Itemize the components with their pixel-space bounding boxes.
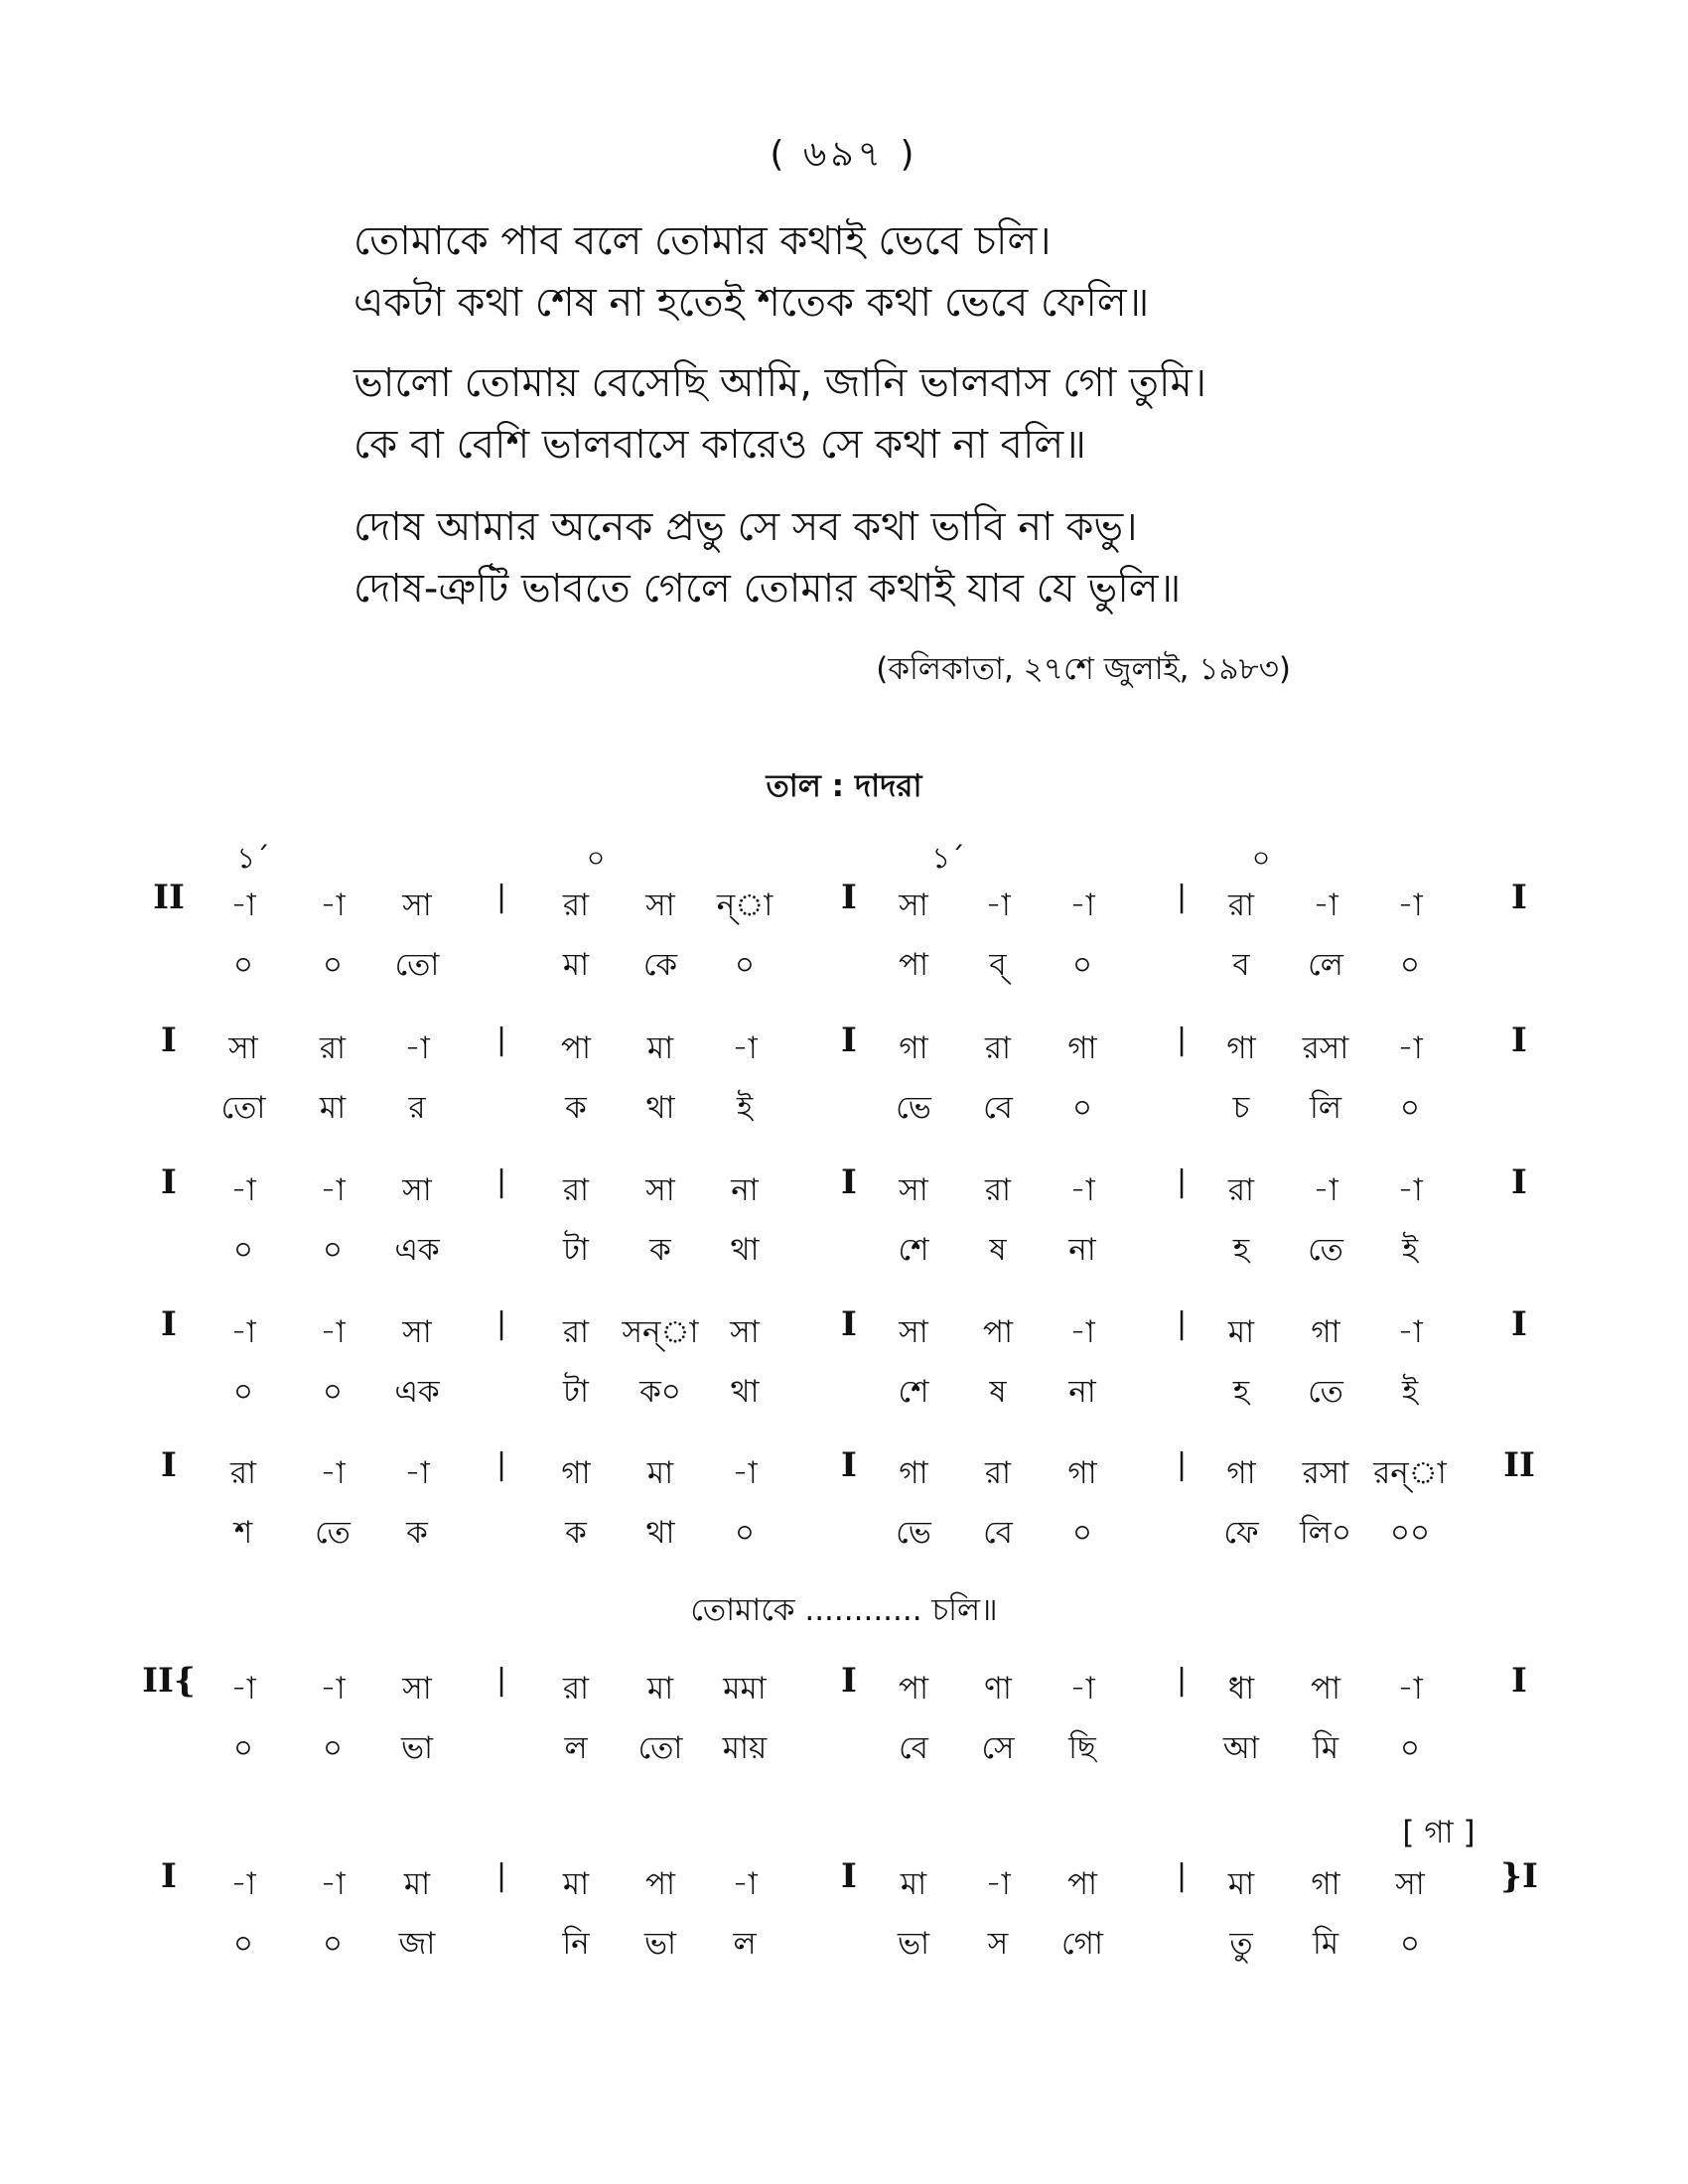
swara-note: পা <box>644 1866 676 1902</box>
swara-note: -া <box>732 1030 758 1066</box>
swara-note: রা <box>562 1314 590 1350</box>
lyric-syllable: ০ <box>322 1374 344 1410</box>
stanza <box>353 496 1181 619</box>
lyric-syllable: ০ <box>1071 1090 1093 1126</box>
lyric-syllable: ০ <box>322 1926 344 1962</box>
lyric-syllable: ০ <box>232 1232 254 1268</box>
swara-note: -া <box>1069 1172 1095 1208</box>
swara-note: -া <box>230 1172 256 1208</box>
lyric-line: ভালো তোমায় বেসেছি আমি, জানি ভালবাস গো তুমি। <box>353 360 1207 406</box>
lyric-syllable: গো <box>1061 1926 1103 1962</box>
swara-note: সা <box>402 1172 432 1208</box>
swara-note: -া <box>1397 1030 1423 1066</box>
swara-note: -া <box>320 1671 346 1706</box>
lyric-syllable: মায় <box>722 1730 768 1766</box>
lyric-syllable: তো <box>394 947 440 983</box>
swara-note: -া <box>1313 887 1338 923</box>
swara-note: -া <box>320 1455 346 1491</box>
lyric-syllable: থা <box>645 1515 675 1551</box>
bar-line-mark: I <box>161 1445 177 1485</box>
bar-line-mark: I <box>841 1661 857 1701</box>
swara-note: গা <box>1311 1314 1340 1350</box>
swara-note: ধা <box>1227 1671 1255 1706</box>
swara-note: রা <box>984 1455 1012 1491</box>
swara-note: -া <box>985 1866 1011 1902</box>
bar-line-mark: I <box>161 1856 177 1896</box>
swara-note: রা <box>319 1030 347 1066</box>
beat-divider: | <box>1176 1447 1188 1482</box>
lyric-syllable: ০ <box>232 1926 254 1962</box>
bar-line-mark: I <box>841 1445 857 1485</box>
lyric-syllable: ক <box>565 1515 587 1551</box>
swara-note: না <box>731 1172 759 1208</box>
swara-note: রা <box>229 1455 257 1491</box>
swara-note: সা <box>402 1671 432 1706</box>
swara-note: পা <box>1310 1671 1341 1706</box>
lyric-line: কে বা বেশি ভালবাসে কারেও সে কথা না বলি॥ <box>353 422 1086 468</box>
tala-heading: তাল : দাদরা <box>766 768 922 804</box>
lyric-syllable: জা <box>398 1926 436 1962</box>
bar-line-mark: II <box>1503 1445 1535 1485</box>
lyric-syllable: ভা <box>400 1730 434 1766</box>
swara-note: রা <box>562 1671 590 1706</box>
swara-note: -া <box>1069 1671 1095 1706</box>
beat-divider: | <box>495 1663 507 1698</box>
lyric-syllable: ০ <box>1399 1090 1421 1126</box>
lyric-syllable: থা <box>730 1232 760 1268</box>
swara-note: পা <box>982 1314 1014 1350</box>
swara-note: মা <box>646 1671 674 1706</box>
swara-note: গা <box>1067 1030 1097 1066</box>
swara-note: রা <box>562 887 590 923</box>
swara-note: সা <box>730 1314 760 1350</box>
swara-note: -া <box>320 887 346 923</box>
swara-note: রা <box>1227 887 1255 923</box>
lyric-syllable: ০ <box>322 947 344 983</box>
swara-note: -া <box>230 1671 256 1706</box>
swara-note: -া <box>320 1866 346 1902</box>
lyric-syllable: ব্ <box>989 947 1007 983</box>
swara-note: -া <box>404 1030 430 1066</box>
swara-note: গা <box>899 1030 928 1066</box>
swara-note: মা <box>403 1866 431 1902</box>
beat-divider: | <box>1176 1663 1188 1698</box>
lyric-syllable: বে <box>983 1515 1013 1551</box>
stanza <box>353 210 1149 334</box>
lyric-syllable: ভে <box>896 1090 931 1126</box>
swara-note: মা <box>1227 1866 1255 1902</box>
swara-note: রসা <box>1302 1455 1349 1491</box>
lyric-syllable: কে <box>642 947 678 983</box>
swara-note: পা <box>560 1030 592 1066</box>
lyric-syllable: ক <box>406 1515 428 1551</box>
lyric-syllable: ০০ <box>1389 1515 1431 1551</box>
swara-note: -া <box>1397 1172 1423 1208</box>
lyric-syllable: না <box>1068 1374 1096 1410</box>
swara-note: মা <box>900 1866 927 1902</box>
beat-marker: ১´ <box>931 841 965 875</box>
lyric-syllable: ছি <box>1068 1730 1096 1766</box>
swara-note: রা <box>984 1172 1012 1208</box>
swara-note: সন্া <box>622 1314 699 1350</box>
swara-note: সা <box>899 887 928 923</box>
page-number: ( ৬৯৭ ) <box>770 134 918 175</box>
lyric-syllable: ০ <box>1399 1926 1421 1962</box>
swara-note: ন্া <box>716 887 774 923</box>
beat-divider: | <box>1176 880 1188 914</box>
swara-note: -া <box>230 1866 256 1902</box>
swara-note: -া <box>320 1172 346 1208</box>
bar-line-mark: I <box>841 1304 857 1344</box>
beat-marker: ০ <box>586 841 606 875</box>
swara-note: গা <box>1311 1866 1340 1902</box>
lyric-line: তোমাকে পাব বলে তোমার কথাই ভেবে চলি। <box>353 218 1052 264</box>
lyric-syllable: ব <box>1232 947 1250 983</box>
bar-line-mark: II <box>153 878 185 917</box>
lyric-syllable: ফে <box>1223 1515 1259 1551</box>
lyric-syllable: ০ <box>232 1730 254 1766</box>
beat-divider: | <box>1176 1164 1188 1199</box>
bar-line-mark: I <box>161 1304 177 1344</box>
lyric-syllable: মি <box>1312 1926 1339 1962</box>
swara-note: -া <box>230 887 256 923</box>
beat-divider: | <box>1176 1858 1188 1893</box>
swara-note: সা <box>402 1314 432 1350</box>
lyric-syllable: সে <box>981 1730 1015 1766</box>
lyric-syllable: লি০ <box>1299 1515 1352 1551</box>
lyric-syllable: ল <box>564 1730 588 1766</box>
lyric-syllable: তে <box>1308 1232 1343 1268</box>
lyric-syllable: চ <box>1232 1090 1250 1126</box>
bar-line-mark: I <box>1511 1661 1527 1701</box>
bar-line-mark: }I <box>1500 1856 1538 1896</box>
swara-note: রা <box>984 1030 1012 1066</box>
swara-note: -া <box>404 1455 430 1491</box>
lyric-syllable: নি <box>562 1926 590 1962</box>
lyric-syllable: ০ <box>1399 947 1421 983</box>
variant-note: [ গা ] <box>1402 1815 1476 1850</box>
lyric-syllable: ষ <box>989 1232 1007 1268</box>
lyric-syllable: ষ <box>989 1374 1007 1410</box>
swara-note: -া <box>1397 1314 1423 1350</box>
swara-note: পা <box>898 1671 929 1706</box>
lyric-syllable: তো <box>637 1730 683 1766</box>
beat-marker: ১´ <box>236 841 270 875</box>
lyric-syllable: বে <box>983 1090 1013 1126</box>
lyric-syllable: তে <box>315 1515 351 1551</box>
swara-note: সা <box>1395 1866 1425 1902</box>
lyric-line: দোষ-ত্রুটি ভাবতে গেলে তোমার কথাই যাব যে ভুলি॥ <box>353 566 1182 612</box>
lyric-syllable: হ <box>1232 1232 1250 1268</box>
refrain-line: তোমাকে ............ চলি॥ <box>690 1592 998 1628</box>
lyric-syllable: বে <box>899 1730 928 1766</box>
lyric-syllable: ভে <box>896 1515 931 1551</box>
swara-note: গা <box>561 1455 591 1491</box>
swara-note: -া <box>1397 887 1423 923</box>
lyric-syllable: এক <box>394 1374 440 1410</box>
swara-note: -া <box>732 1455 758 1491</box>
lyric-syllable: ক০ <box>639 1374 681 1410</box>
bar-line-mark: II{ <box>142 1661 196 1701</box>
swara-note: গা <box>1067 1455 1097 1491</box>
swara-note: সা <box>899 1314 928 1350</box>
bar-line-mark: I <box>841 1856 857 1896</box>
lyric-syllable: ক <box>649 1232 671 1268</box>
bar-line-mark: I <box>161 1162 177 1202</box>
swara-note: ণা <box>984 1671 1012 1706</box>
beat-divider: | <box>495 1164 507 1199</box>
lyric-syllable: ০ <box>1071 947 1093 983</box>
beat-divider: | <box>495 1306 507 1341</box>
lyric-syllable: মা <box>319 1090 347 1126</box>
lyric-syllable: পা <box>898 947 929 983</box>
swara-note: -া <box>1397 1671 1423 1706</box>
swara-note: রন্া <box>1373 1455 1447 1491</box>
swara-note: -া <box>1069 887 1095 923</box>
lyric-syllable: মা <box>562 947 590 983</box>
beat-divider: | <box>1176 1306 1188 1341</box>
swara-note: রা <box>1227 1172 1255 1208</box>
lyric-syllable: ভা <box>643 1926 677 1962</box>
lyric-syllable: লে <box>1308 947 1343 983</box>
lyric-syllable: টা <box>563 1232 589 1268</box>
lyric-syllable: তু <box>1229 1926 1253 1962</box>
lyric-syllable: ই <box>1401 1374 1419 1410</box>
swara-note: -া <box>1313 1172 1338 1208</box>
bar-line-mark: I <box>161 1021 177 1060</box>
swara-note: মমা <box>723 1671 767 1706</box>
beat-divider: | <box>495 880 507 914</box>
swara-note: গা <box>899 1455 928 1491</box>
lyric-syllable: টা <box>563 1374 589 1410</box>
lyric-syllable: ০ <box>734 1515 756 1551</box>
bar-line-mark: I <box>1511 878 1527 917</box>
lyric-syllable: ০ <box>1071 1515 1093 1551</box>
lyric-syllable: থা <box>645 1090 675 1126</box>
lyric-syllable: এক <box>394 1232 440 1268</box>
beat-divider: | <box>495 1023 507 1057</box>
lyric-syllable: র <box>408 1090 426 1126</box>
swara-note: মা <box>562 1866 590 1902</box>
swara-note: রা <box>562 1172 590 1208</box>
lyric-syllable: হ <box>1232 1374 1250 1410</box>
swara-note: সা <box>645 887 675 923</box>
swara-note: -া <box>230 1314 256 1350</box>
lyric-line: দোষ আমার অনেক প্রভু সে সব কথা ভাবি না কভু। <box>353 504 1138 550</box>
place-date: (কলিকাতা, ২৭শে জুলাই, ১৯৮৩) <box>876 651 1291 687</box>
swara-note: পা <box>1066 1866 1098 1902</box>
swara-note: -া <box>320 1314 346 1350</box>
lyric-syllable: না <box>1068 1232 1096 1268</box>
bar-line-mark: I <box>841 1021 857 1060</box>
stanza <box>353 352 1206 476</box>
lyric-syllable: ০ <box>232 1374 254 1410</box>
lyric-syllable: ই <box>736 1090 754 1126</box>
lyric-line: একটা কথা শেষ না হতেই শতেক কথা ভেবে ফেলি॥ <box>353 280 1150 326</box>
bar-line-mark: I <box>1511 1021 1527 1060</box>
lyric-syllable: শ <box>233 1515 253 1551</box>
lyric-syllable: ল <box>733 1926 757 1962</box>
lyric-syllable: ০ <box>322 1730 344 1766</box>
lyric-syllable: ০ <box>232 947 254 983</box>
lyric-syllable: তো <box>220 1090 266 1126</box>
swara-note: মা <box>1227 1314 1255 1350</box>
beat-divider: | <box>1176 1023 1188 1057</box>
swara-note: সা <box>402 887 432 923</box>
swara-note: মা <box>646 1455 674 1491</box>
swara-note: সা <box>645 1172 675 1208</box>
bar-line-mark: I <box>841 878 857 917</box>
lyric-syllable: ভা <box>897 1926 930 1962</box>
swara-note: সা <box>899 1172 928 1208</box>
lyric-syllable: স <box>987 1926 1009 1962</box>
lyric-syllable: ০ <box>322 1232 344 1268</box>
beat-divider: | <box>495 1447 507 1482</box>
swara-note: -া <box>985 887 1011 923</box>
beat-marker: ০ <box>1251 841 1271 875</box>
lyric-syllable: লি <box>1310 1090 1341 1126</box>
lyric-syllable: ০ <box>734 947 756 983</box>
lyric-syllable: থা <box>730 1374 760 1410</box>
lyric-syllable: আ <box>1222 1730 1260 1766</box>
bar-line-mark: I <box>1511 1304 1527 1344</box>
swara-note: -া <box>732 1866 758 1902</box>
swara-note: গা <box>1226 1030 1256 1066</box>
bar-line-mark: I <box>841 1162 857 1202</box>
beat-divider: | <box>495 1858 507 1893</box>
lyric-syllable: ০ <box>1399 1730 1421 1766</box>
swara-note: রসা <box>1302 1030 1349 1066</box>
lyric-syllable: তে <box>1308 1374 1343 1410</box>
lyric-syllable: ই <box>1401 1232 1419 1268</box>
lyric-syllable: শে <box>898 1374 929 1410</box>
swara-note: মা <box>646 1030 674 1066</box>
lyric-syllable: ক <box>565 1090 587 1126</box>
swara-note: -া <box>1069 1314 1095 1350</box>
lyric-syllable: শে <box>898 1232 929 1268</box>
swara-note: গা <box>1226 1455 1256 1491</box>
bar-line-mark: I <box>1511 1162 1527 1202</box>
lyric-syllable: মি <box>1312 1730 1339 1766</box>
swara-note: সা <box>228 1030 258 1066</box>
